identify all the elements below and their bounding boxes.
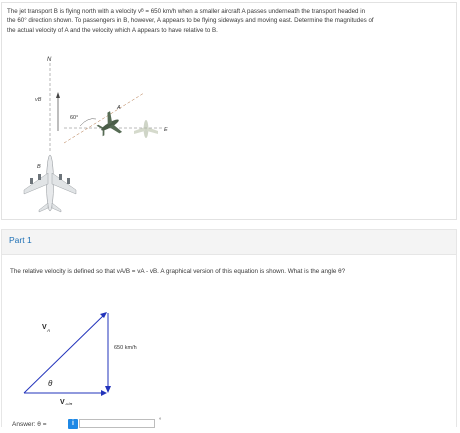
problem-line-3: the actual velocity of A and the velocity which A appears to have relative to B.: [7, 26, 218, 34]
angle-arc: [80, 119, 96, 126]
answer-row: [12, 419, 212, 433]
aircraft-b: [24, 155, 76, 212]
va-subscript: A: [47, 328, 51, 333]
info-icon[interactable]: i: [68, 419, 78, 429]
vb-label: vB: [35, 97, 42, 103]
problem-line-1: The jet transport B is flying north with a velocity vᴮ = 650 km/h when a smaller aircraft A passes underneath the transport headed in: [7, 8, 366, 15]
aircraft-a-apparent: [134, 120, 158, 138]
vb-arrowhead: [56, 92, 60, 98]
aircraft-figure: [22, 53, 192, 218]
va-vector: [24, 313, 106, 393]
va-label: V: [42, 324, 47, 331]
vab-arrowhead: [101, 390, 107, 396]
side-length-label: 650 km/h: [114, 345, 137, 351]
answer-label: Answer: θ =: [12, 421, 47, 428]
va-arrowhead: [100, 312, 107, 318]
degree-unit: °: [159, 418, 162, 424]
problem-text: [7, 7, 455, 35]
problem-line-2: the 60° direction shown. To passengers in B, however, A appears to be flying sideways and moving east. Determine the magnitudes of: [7, 17, 374, 25]
a-label: A: [117, 105, 121, 111]
problem-statement-card: [1, 2, 457, 220]
vab-subscript: A/B: [65, 402, 73, 405]
north-label: N: [47, 57, 52, 63]
angle-label: 60°: [70, 115, 79, 121]
vb-side-arrowhead: [105, 386, 111, 393]
e-label: E: [164, 127, 168, 133]
b-label: B: [37, 164, 41, 170]
part-title: Part 1: [9, 235, 32, 245]
part-body: [1, 255, 457, 427]
vab-label: V: [60, 399, 65, 405]
part-header[interactable]: [1, 229, 457, 255]
aircraft-a: [94, 110, 125, 142]
vector-triangle-diagram: [12, 305, 212, 405]
theta-label: θ: [48, 379, 53, 388]
question-text: The relative velocity is defined so that vA/B = vA - vB. A graphical version of this equation is shown. What is the angle θ?: [10, 268, 346, 275]
